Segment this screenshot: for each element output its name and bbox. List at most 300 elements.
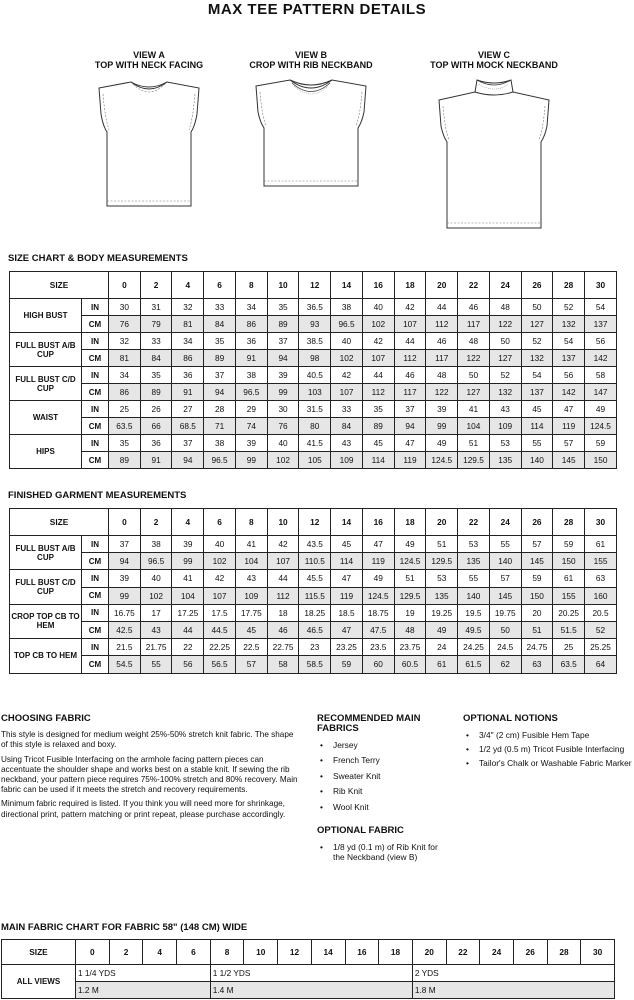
measurement-cell-cm: 98	[299, 350, 331, 367]
measurement-cell-cm: 104	[172, 587, 204, 604]
measurement-cell-in: 52	[521, 333, 553, 350]
measurement-cell-in: 53	[426, 570, 458, 587]
measurement-cell-in: 40.5	[299, 367, 331, 384]
measurement-cell-cm: 112	[426, 316, 458, 333]
measurement-cell-cm: 80	[299, 418, 331, 435]
measurement-cell-cm: 94	[204, 384, 236, 401]
measurement-cell-in: 48	[458, 333, 490, 350]
measurement-cell-cm: 42.5	[109, 621, 141, 638]
size-header-cell: 16	[362, 272, 394, 299]
measurement-cell-in: 16.75	[109, 604, 141, 621]
measurement-cell-cm: 140	[458, 587, 490, 604]
measurement-cell-in: 48	[426, 367, 458, 384]
recommended-fabric-item-text: Jersey	[333, 740, 358, 750]
measurement-cell-in: 24.25	[458, 639, 490, 656]
recommended-fabrics-section	[317, 714, 447, 867]
view-b-description: CROP WITH RIB NECKBAND	[249, 60, 373, 70]
recommended-fabric-item	[317, 755, 447, 765]
measurement-cell-cm: 147	[585, 384, 617, 401]
measurement-cell-in: 51	[394, 570, 426, 587]
bullet-icon: •	[320, 755, 323, 766]
recommended-fabric-item	[317, 740, 447, 750]
measurement-cell-in: 55	[489, 536, 521, 553]
measurement-cell-cm: 46.5	[299, 621, 331, 638]
measurement-cell-in: 17.25	[172, 604, 204, 621]
size-header-cell: 2	[140, 272, 172, 299]
measurement-cell-in: 20	[521, 604, 553, 621]
measurement-cell-cm: 50	[489, 621, 521, 638]
measurement-cell-in: 50	[521, 299, 553, 316]
size-header-cell: 0	[76, 940, 110, 965]
measurement-cell-in: 17.75	[235, 604, 267, 621]
measurement-cell-cm: 58.5	[299, 656, 331, 673]
measurement-cell-in: 37	[204, 367, 236, 384]
size-header-cell: 16	[345, 940, 379, 965]
unit-in-label: IN	[82, 570, 109, 587]
measurement-cell-in: 20.5	[585, 604, 617, 621]
size-chart-title: SIZE CHART & BODY MEASUREMENTS	[8, 253, 188, 264]
view-c-description: TOP WITH MOCK NECKBAND	[430, 60, 558, 70]
measurement-cell-cm: 135	[489, 452, 521, 469]
recommended-fabric-item	[317, 771, 447, 781]
measurement-cell-in: 30	[109, 299, 141, 316]
measurement-cell-cm: 105	[299, 452, 331, 469]
measurement-cell-in: 31	[140, 299, 172, 316]
measurement-cell-in: 38	[204, 435, 236, 452]
measurement-cell-in: 30	[267, 401, 299, 418]
unit-in-label: IN	[82, 639, 109, 656]
measurement-cell-in: 47	[331, 570, 363, 587]
measurement-cell-in: 18.25	[299, 604, 331, 621]
measurement-cell-in: 56	[585, 333, 617, 350]
measurement-cell-cm: 112	[394, 350, 426, 367]
size-header-cell: 8	[235, 509, 267, 536]
optional-notions-title: OPTIONAL NOTIONS	[463, 713, 558, 724]
measurement-cell-cm: 71	[204, 418, 236, 435]
unit-in-label: IN	[82, 367, 109, 384]
measurement-cell-cm: 150	[585, 452, 617, 469]
measurement-cell-cm: 49	[426, 621, 458, 638]
measurement-cell-in: 49	[585, 401, 617, 418]
measurement-label: HIGH BUST	[10, 299, 82, 333]
measurement-cell-in: 29	[235, 401, 267, 418]
measurement-cell-cm: 122	[458, 350, 490, 367]
size-header-cell: 12	[299, 272, 331, 299]
measurement-cell-in: 18	[267, 604, 299, 621]
measurement-cell-in: 17	[140, 604, 172, 621]
measurement-cell-cm: 84	[140, 350, 172, 367]
unit-in-label: IN	[82, 604, 109, 621]
measurement-cell-cm: 56	[172, 656, 204, 673]
bullet-icon: •	[320, 801, 323, 812]
measurement-cell-in: 46	[458, 299, 490, 316]
measurement-cell-cm: 43	[140, 621, 172, 638]
measurement-cell-in: 44	[362, 367, 394, 384]
measurement-cell-in: 59	[553, 536, 585, 553]
recommended-fabrics-list	[317, 740, 447, 812]
measurement-cell-in: 43.5	[299, 536, 331, 553]
measurement-cell-cm: 91	[140, 452, 172, 469]
measurement-cell-cm: 155	[553, 587, 585, 604]
view-c-tee-sketch	[429, 74, 559, 234]
measurement-cell-in: 36	[235, 333, 267, 350]
size-header-cell: 12	[299, 509, 331, 536]
measurement-cell-cm: 122	[489, 316, 521, 333]
measurement-cell-in: 40	[204, 536, 236, 553]
optional-notion-item-text: Tailor's Chalk or Washable Fabric Marker	[479, 758, 632, 768]
measurement-cell-in: 38.5	[299, 333, 331, 350]
measurement-cell-cm: 102	[267, 452, 299, 469]
unit-cm-label: CM	[82, 384, 109, 401]
measurement-cell-cm: 66	[140, 418, 172, 435]
measurement-cell-in: 51	[426, 536, 458, 553]
measurement-cell-in: 18.5	[331, 604, 363, 621]
measurement-cell-in: 43	[235, 570, 267, 587]
measurement-cell-cm: 79	[140, 316, 172, 333]
size-header-cell: 6	[177, 940, 211, 965]
measurement-cell-cm: 107	[267, 553, 299, 570]
measurement-cell-in: 24.75	[521, 639, 553, 656]
measurement-cell-in: 40	[362, 299, 394, 316]
measurement-cell-in: 36	[140, 435, 172, 452]
measurement-cell-cm: 94	[172, 452, 204, 469]
measurement-cell-cm: 62	[489, 656, 521, 673]
optional-notion-item-text: 1/2 yd (0.5 m) Tricot Fusible Interfacing	[479, 744, 625, 754]
measurement-label: FULL BUST C/D CUP	[10, 570, 82, 604]
measurement-cell-in: 38	[140, 536, 172, 553]
measurement-cell-cm: 93	[299, 316, 331, 333]
measurement-cell-cm: 47	[331, 621, 363, 638]
view-c-name: VIEW C	[477, 50, 510, 60]
unit-cm-label: CM	[82, 350, 109, 367]
measurement-cell-in: 55	[458, 570, 490, 587]
size-header-cell: 20	[426, 509, 458, 536]
size-header-cell: 24	[480, 940, 514, 965]
recommended-fabric-item	[317, 802, 447, 812]
measurement-cell-in: 37	[394, 401, 426, 418]
measurement-cell-cm: 135	[426, 587, 458, 604]
measurement-cell-cm: 112	[267, 587, 299, 604]
measurement-cell-cm: 57	[235, 656, 267, 673]
measurement-cell-in: 58	[585, 367, 617, 384]
recommended-fabric-item	[317, 786, 447, 796]
measurement-cell-in: 25	[109, 401, 141, 418]
measurement-cell-cm: 56.5	[204, 656, 236, 673]
measurement-cell-in: 41.5	[299, 435, 331, 452]
measurement-cell-in: 49	[362, 570, 394, 587]
measurement-cell-in: 39	[172, 536, 204, 553]
unit-cm-label: CM	[82, 452, 109, 469]
measurement-cell-cm: 89	[267, 316, 299, 333]
measurement-cell-cm: 74	[235, 418, 267, 435]
measurement-cell-in: 54	[521, 367, 553, 384]
measurement-cell-cm: 48	[394, 621, 426, 638]
measurement-cell-in: 32	[172, 299, 204, 316]
measurement-cell-cm: 124.5	[585, 418, 617, 435]
measurement-cell-in: 34	[109, 367, 141, 384]
optional-fabric-list	[317, 842, 447, 862]
size-header-cell: 26	[513, 940, 547, 965]
measurement-cell-in: 36.5	[299, 299, 331, 316]
measurement-cell-cm: 61	[426, 656, 458, 673]
measurement-cell-in: 50	[489, 333, 521, 350]
measurement-cell-cm: 137	[585, 316, 617, 333]
size-header-cell: 22	[458, 509, 490, 536]
measurement-label: FULL BUST A/B CUP	[10, 536, 82, 570]
size-header-cell: 30	[585, 272, 617, 299]
optional-notions-list	[463, 730, 633, 768]
measurement-cell-cm: 81	[172, 316, 204, 333]
bullet-icon: •	[320, 841, 323, 852]
measurement-cell-cm: 99	[172, 553, 204, 570]
measurement-cell-in: 25.25	[585, 639, 617, 656]
measurement-cell-in: 33	[204, 299, 236, 316]
choosing-fabric-title: CHOOSING FABRIC	[1, 713, 91, 724]
measurement-cell-in: 38	[331, 299, 363, 316]
measurement-cell-in: 61	[585, 536, 617, 553]
size-header-cell: 10	[267, 272, 299, 299]
measurement-cell-cm: 89	[109, 452, 141, 469]
size-header-cell: 28	[553, 272, 585, 299]
measurement-cell-cm: 76	[109, 316, 141, 333]
measurement-cell-in: 18.75	[362, 604, 394, 621]
finished-measurements-title: FINISHED GARMENT MEASUREMENTS	[8, 490, 187, 501]
measurement-cell-cm: 150	[521, 587, 553, 604]
measurement-cell-cm: 94	[109, 553, 141, 570]
measurement-cell-in: 39	[109, 570, 141, 587]
measurement-cell-cm: 117	[458, 316, 490, 333]
measurement-cell-cm: 107	[331, 384, 363, 401]
size-header-cell: 24	[489, 272, 521, 299]
garment-views	[0, 50, 634, 240]
bullet-icon: •	[466, 730, 469, 740]
measurement-cell-cm: 89	[204, 350, 236, 367]
measurement-cell-cm: 61.5	[458, 656, 490, 673]
measurement-cell-cm: 109	[331, 452, 363, 469]
measurement-label: FULL BUST A/B CUP	[10, 333, 82, 367]
measurement-cell-cm: 102	[331, 350, 363, 367]
measurement-cell-in: 23.75	[394, 639, 426, 656]
measurement-cell-cm: 109	[489, 418, 521, 435]
choosing-fabric-paragraph: Using Tricot Fusible Interfacing on the armhole facing pattern pieces can accentuate the shoulder shape and works best on a stable knit. If sewing the rib neckband, your pattern piece requires 75%-100% stretch and 80% recovery. Main fabric can be used if it meets the stretch and recovery requirements.	[1, 754, 298, 795]
measurement-cell-cm: 117	[394, 384, 426, 401]
measurement-cell-in: 43	[331, 435, 363, 452]
measurement-cell-in: 54	[585, 299, 617, 316]
measurement-cell-in: 52	[553, 299, 585, 316]
measurement-cell-cm: 99	[109, 587, 141, 604]
size-header-label: SIZE	[2, 940, 76, 965]
measurement-cell-cm: 124.5	[394, 553, 426, 570]
measurement-cell-in: 38	[235, 367, 267, 384]
size-header-cell: 4	[172, 272, 204, 299]
measurement-cell-cm: 58	[267, 656, 299, 673]
measurement-cell-in: 23.25	[331, 639, 363, 656]
measurement-cell-in: 45.5	[299, 570, 331, 587]
measurement-cell-cm: 104	[458, 418, 490, 435]
size-header-cell: 18	[394, 272, 426, 299]
measurement-cell-in: 45	[521, 401, 553, 418]
measurement-cell-in: 54	[553, 333, 585, 350]
measurement-cell-in: 40	[331, 333, 363, 350]
measurement-cell-cm: 96.5	[204, 452, 236, 469]
measurement-cell-in: 43	[489, 401, 521, 418]
measurement-cell-cm: 55	[140, 656, 172, 673]
measurement-cell-cm: 129.5	[426, 553, 458, 570]
measurement-cell-in: 34	[235, 299, 267, 316]
bullet-icon: •	[466, 744, 469, 754]
size-header-cell: 10	[267, 509, 299, 536]
measurement-cell-cm: 137	[521, 384, 553, 401]
measurement-cell-cm: 51	[521, 621, 553, 638]
measurement-cell-in: 34	[172, 333, 204, 350]
view-b-tee-sketch	[246, 74, 376, 194]
measurement-cell-in: 42	[331, 367, 363, 384]
unit-cm-label: CM	[82, 621, 109, 638]
measurement-cell-cm: 47.5	[362, 621, 394, 638]
measurement-cell-cm: 45	[235, 621, 267, 638]
optional-notion-item	[463, 730, 633, 740]
recommended-fabric-item-text: Sweater Knit	[333, 770, 381, 781]
recommended-fabric-item-text: French Terry	[333, 755, 380, 766]
measurement-cell-in: 39	[267, 367, 299, 384]
choosing-fabric-paragraph: Minimum fabric required is listed. If you think you will need more for shrinkage, directional print, pattern matching or print repeat, please purchase accordingly.	[1, 799, 286, 819]
view-b-name: VIEW B	[294, 50, 327, 60]
yardage-cell: 1 1/4 YDS	[76, 965, 211, 982]
measurement-cell-in: 23	[299, 639, 331, 656]
measurement-cell-cm: 102	[362, 316, 394, 333]
measurement-cell-cm: 132	[489, 384, 521, 401]
size-header-cell: 20	[412, 940, 446, 965]
measurement-cell-cm: 142	[553, 384, 585, 401]
size-header-cell: 4	[172, 509, 204, 536]
finished-measurements-table	[9, 508, 617, 674]
measurement-cell-in: 44	[394, 333, 426, 350]
fabric-info	[0, 714, 634, 914]
measurement-cell-in: 57	[489, 570, 521, 587]
measurement-cell-in: 23.5	[362, 639, 394, 656]
unit-cm-label: CM	[82, 316, 109, 333]
measurement-cell-cm: 129.5	[458, 452, 490, 469]
measurement-cell-cm: 119	[331, 587, 363, 604]
measurement-cell-cm: 99	[235, 452, 267, 469]
measurement-cell-in: 22	[172, 639, 204, 656]
measurement-cell-in: 37	[172, 435, 204, 452]
measurement-cell-cm: 124.5	[426, 452, 458, 469]
measurement-cell-cm: 107	[394, 316, 426, 333]
measurement-cell-in: 32	[109, 333, 141, 350]
size-header-cell: 18	[379, 940, 413, 965]
optional-fabric-title: OPTIONAL FABRIC	[317, 824, 404, 836]
measurement-cell-in: 25	[553, 639, 585, 656]
measurement-cell-in: 27	[172, 401, 204, 418]
measurement-cell-in: 45	[362, 435, 394, 452]
measurement-cell-in: 19.25	[426, 604, 458, 621]
page-title: MAX TEE PATTERN DETAILS	[207, 1, 427, 18]
measurement-cell-in: 33	[331, 401, 363, 418]
optional-notion-item	[463, 758, 633, 768]
measurement-cell-in: 37	[267, 333, 299, 350]
size-header-cell: 0	[109, 272, 141, 299]
view-a-name: VIEW A	[133, 50, 165, 60]
size-header-cell: 28	[547, 940, 581, 965]
measurement-cell-in: 22.75	[267, 639, 299, 656]
measurement-cell-cm: 94	[394, 418, 426, 435]
size-header-cell: 8	[235, 272, 267, 299]
measurement-cell-cm: 63.5	[553, 656, 585, 673]
measurement-cell-in: 17.5	[204, 604, 236, 621]
measurement-cell-cm: 110.5	[299, 553, 331, 570]
meters-cell: 1.4 M	[210, 982, 412, 999]
unit-in-label: IN	[82, 435, 109, 452]
measurement-cell-cm: 107	[204, 587, 236, 604]
measurement-cell-in: 39	[235, 435, 267, 452]
measurement-cell-in: 22.25	[204, 639, 236, 656]
measurement-cell-in: 19	[394, 604, 426, 621]
measurement-cell-cm: 60	[362, 656, 394, 673]
measurement-cell-in: 24.5	[489, 639, 521, 656]
measurement-cell-cm: 102	[204, 553, 236, 570]
meters-cell: 1.8 M	[412, 982, 614, 999]
view-b	[216, 50, 406, 194]
unit-cm-label: CM	[82, 656, 109, 673]
measurement-cell-in: 47	[394, 435, 426, 452]
size-header-cell: 14	[311, 940, 345, 965]
unit-in-label: IN	[82, 536, 109, 553]
measurement-cell-in: 41	[172, 570, 204, 587]
measurement-cell-cm: 119	[362, 553, 394, 570]
measurement-cell-cm: 102	[140, 587, 172, 604]
measurement-cell-in: 20.25	[553, 604, 585, 621]
measurement-cell-in: 42	[362, 333, 394, 350]
measurement-cell-cm: 96.5	[235, 384, 267, 401]
measurement-cell-in: 57	[553, 435, 585, 452]
optional-fabric-item-text: 1/8 yd (0.1 m) of Rib Knit for the Neckband (view B)	[333, 841, 438, 862]
measurement-cell-in: 47	[553, 401, 585, 418]
measurement-cell-cm: 86	[109, 384, 141, 401]
measurement-cell-cm: 135	[458, 553, 490, 570]
measurement-cell-cm: 119	[394, 452, 426, 469]
size-header-cell: 22	[458, 272, 490, 299]
measurement-label: TOP CB TO HEM	[10, 639, 82, 673]
measurement-cell-in: 36	[172, 367, 204, 384]
measurement-cell-cm: 81	[109, 350, 141, 367]
measurement-cell-cm: 99	[426, 418, 458, 435]
measurement-cell-cm: 145	[521, 553, 553, 570]
size-header-cell: 2	[140, 509, 172, 536]
size-header-cell: 30	[585, 509, 617, 536]
size-header-cell: 16	[362, 509, 394, 536]
bullet-icon: •	[320, 770, 323, 781]
measurement-cell-cm: 145	[553, 452, 585, 469]
size-header-cell: 26	[521, 509, 553, 536]
size-header-cell: 14	[331, 509, 363, 536]
measurement-cell-in: 52	[489, 367, 521, 384]
measurement-cell-cm: 99	[267, 384, 299, 401]
measurement-cell-in: 41	[235, 536, 267, 553]
size-header-cell: 10	[244, 940, 278, 965]
measurement-cell-in: 35	[362, 401, 394, 418]
measurement-label: WAIST	[10, 401, 82, 435]
unit-in-label: IN	[82, 333, 109, 350]
bullet-icon: •	[466, 758, 469, 768]
measurement-cell-cm: 44	[172, 621, 204, 638]
measurement-cell-cm: 145	[489, 587, 521, 604]
measurement-cell-in: 24	[426, 639, 458, 656]
measurement-cell-cm: 60.5	[394, 656, 426, 673]
size-header-cell: 24	[489, 509, 521, 536]
yardage-cell: 1 1/2 YDS	[210, 965, 412, 982]
measurement-cell-in: 46	[426, 333, 458, 350]
